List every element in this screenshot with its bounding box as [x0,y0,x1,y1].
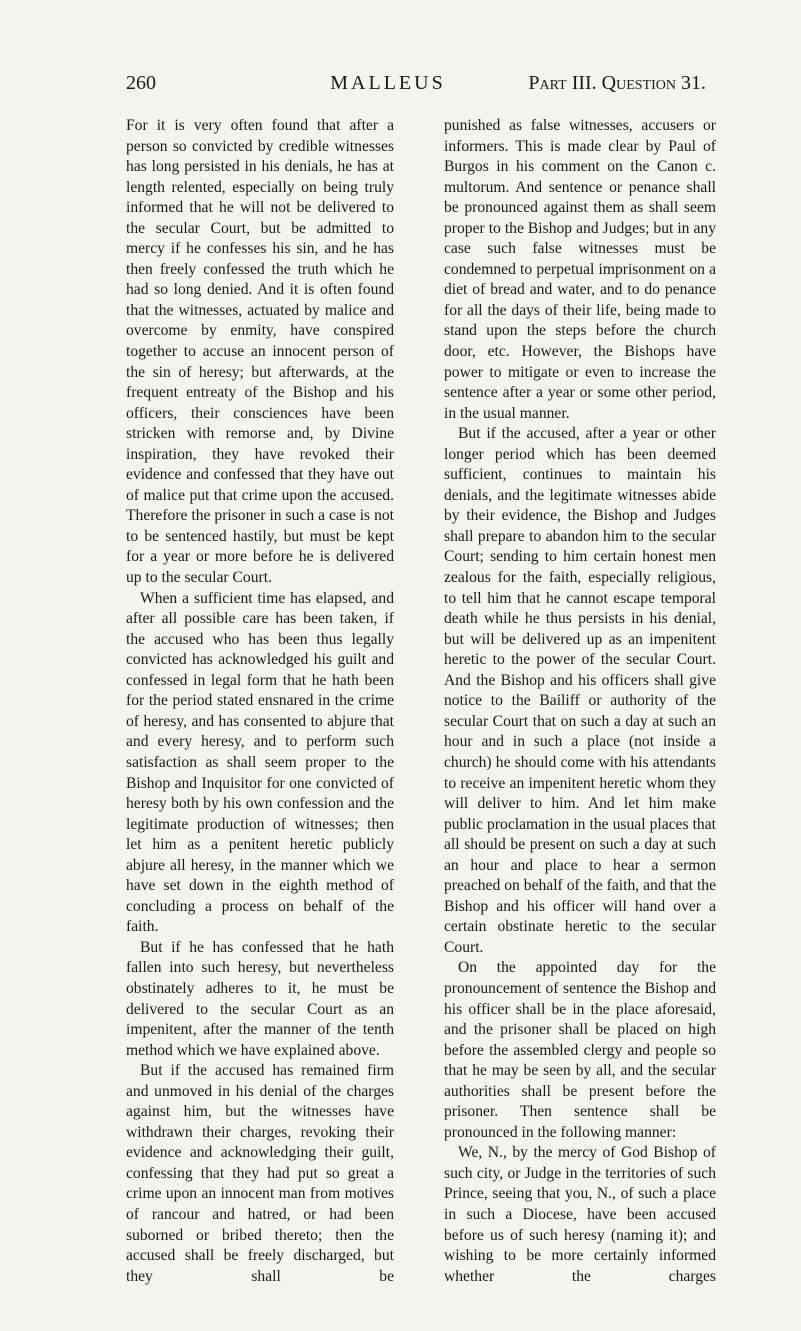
paragraph: For it is very often found that after a person so convicted by credible witnesses has long persisted in his denials, he has at length relented, especially on being truly informed that he will not be delivered to the secular Court, but be admitted to mercy if he confesses his sin, and he has then freely confessed the truth which he had so long denied. And it is often found that the witnesses, actuated by malice and overcome by enmity, have conspired together to accuse an innocent person of the sin of heresy; but afterwards, at the frequent entreaty of the Bishop and his officers, their consciences have been stricken with remorse and, by Divine inspiration, they have revoked their evidence and confessed that they have out of malice put that crime upon the accused. Therefore the prisoner in such a case is not to be sentenced hastily, but must be kept for a year or more before he is delivered up to the secular Court. [126,117,394,587]
page-header [126,72,706,102]
right-column [444,116,716,1287]
paragraph: On the appointed day for the pronouncement of sentence the Bishop and his officer shall be in the place aforesaid, and the prisoner shall be placed on high before the assembled clergy and people so that he may be seen by all, and the secular authorities shall be present before the prisoner. Then sentence shall be pronounced in the following manner: [444,959,716,1141]
section-label: Part III. Question 31. [528,72,706,94]
paragraph: But if the accused has remained firm and unmoved in his denial of the charges against him, but the witnesses have withdrawn their charges, revoking their evidence and acknowledging their guilt, confessing that they had put so great a crime upon an innocent man from motives of rancour and hatred, or had been suborned or bribed thereto; then the accused shall be freely discharged, but they shall be [126,1062,394,1285]
paragraph: punished as false witnesses, accusers or informers. This is made clear by Paul of Burgos in his comment on the Canon c. multorum. And sentence or penance shall be pronounced against them as shall seem proper to the Bishop and Judges; but in any case such false witnesses must be condemned to perpetual imprisonment on a diet of bread and water, and to do penance for all the days of their life, being made to stand upon the steps before the church door, etc. However, the Bishops have power to mitigate or even to increase the sentence after a year or some other period, in the usual manner. [444,117,716,422]
page-number: 260 [126,72,156,94]
paragraph: But if he has confessed that he hath fallen into such heresy, but nevertheless obstinately adheres to it, he must be delivered to the secular Court as an impenitent, after the manner of the tenth method which we have explained above. [126,938,394,1059]
paragraph: When a sufficient time has elapsed, and after all possible care has been taken, if the accused who has been thus legally convicted has acknowledged his guilt and confessed in legal form that he hath been for the period stated ensnared in the crime of heresy, and has consented to abjure that and every heresy, and to perform such satisfaction as shall seem proper to the Bishop and Inquisitor for one convicted of heresy both by his own confession and the legitimate production of witnesses; then let him as a penitent heretic publicly abjure all heresy, in the manner which we have set down in the eighth method of concluding a process on behalf of the faith. [126,589,394,936]
left-column [126,116,394,1287]
paragraph: But if the accused, after a year or other longer period which has been deemed sufficient, continues to maintain his denials, and the legitimate witnesses abide by their evidence, the Bishop and Judges shall prepare to abandon him to the secular Court; sending to him certain honest men zealous for the faith, especially religious, to tell him that he cannot escape temporal death while he thus persists in his denial, but will be delivered up as an impenitent heretic to the power of the secular Court. And the Bishop and his officers shall give notice to the Bailiff or authority of the secular Court that on such a day at such an hour and in such a place (not inside a church) he should come with his attendants to receive an impenitent heretic whom they will deliver to him. And let him make public proclamation in the usual places that all should be present on such a day at such an hour and place to hear a sermon preached on behalf of the faith, and that the Bishop and his officer will hand over a certain obstinate heretic to the secular Court. [444,425,716,956]
running-title: MALLEUS [330,72,446,94]
paragraph: We, N., by the mercy of God Bishop of such city, or Judge in the territories of such Prince, seeing that you, N., of such a place in such a Diocese, have been accused before us of such heresy (naming it); and wishing to be more certainly informed whether the charges [444,1144,716,1285]
